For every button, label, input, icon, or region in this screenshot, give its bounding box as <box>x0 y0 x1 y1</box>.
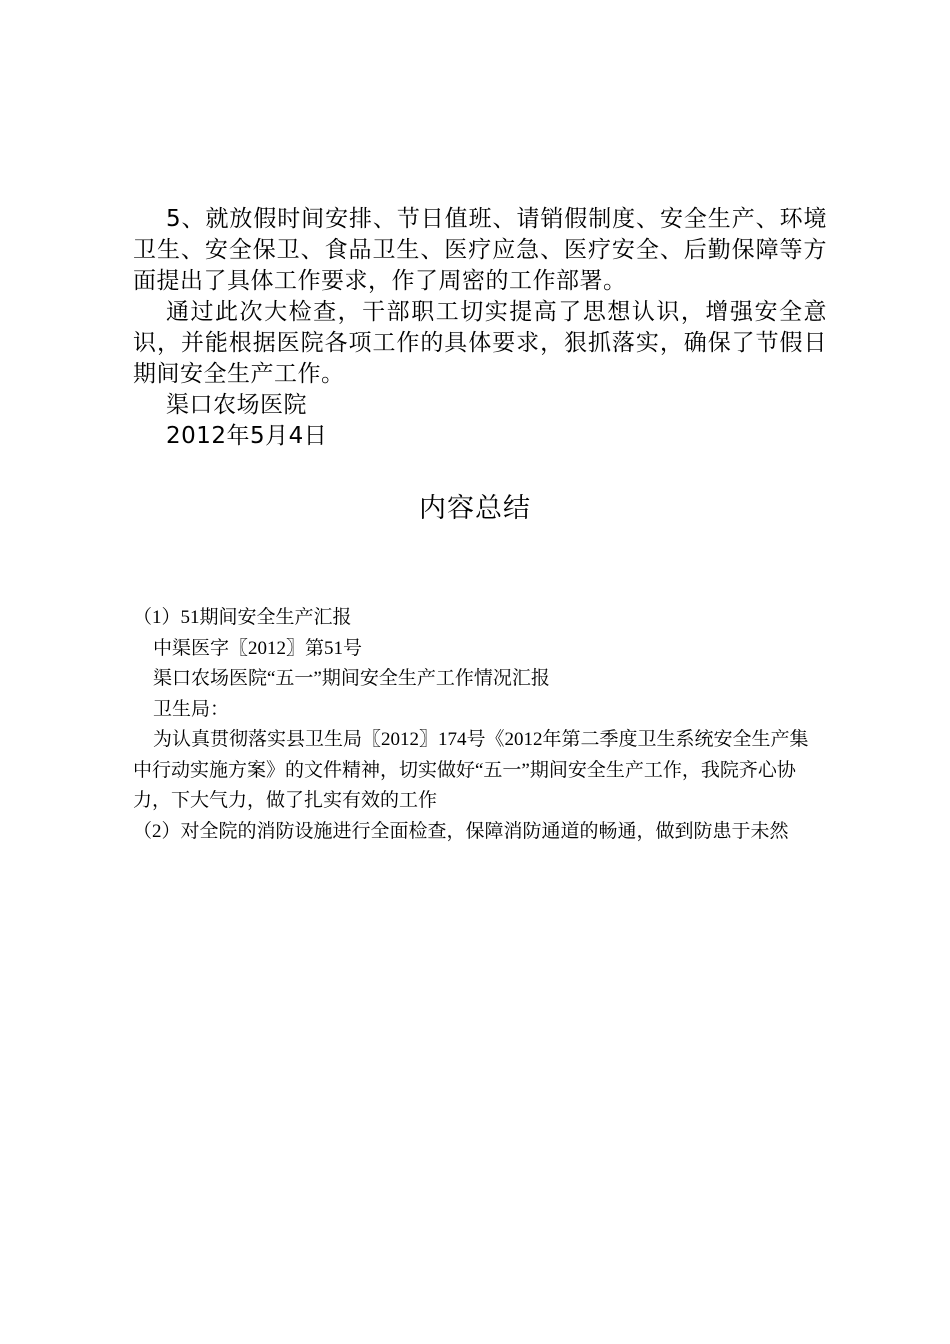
report-title: 渠口农场医院“五一”期间安全生产工作情况汇报 <box>153 668 550 689</box>
addressee: 卫生局： <box>153 698 230 720</box>
document-body <box>133 204 827 452</box>
paragraph-inspection-result: 通过此次大检查，干部职工切实提高了思想认识，增强安全意识，并能根据医院各项工作的具体要求，狠抓落实，确保了节假日期间安全生产工作。 <box>133 299 827 387</box>
summary-item-2: （2）对全院的消防设施进行全面检查，保障消防通道的畅通，做到防患于未然 <box>133 820 789 842</box>
signature-date: 2012年5月4日 <box>166 423 328 449</box>
document-number: 中渠医字〖2012〗第51号 <box>153 637 363 659</box>
summary-item-1: （1）51期间安全生产汇报 <box>133 607 352 628</box>
summary-section <box>133 603 827 847</box>
summary-paragraph: 为认真贯彻落实县卫生局〖2012〗174号《2012年第二季度卫生系统安全生产集中行动实施方案》的文件精神，切实做好“五一”期间安全生产工作，我院齐心协力，下大气力，做了扎实有效的工作 <box>133 729 809 811</box>
paragraph-work-requirements: 5、就放假时间安排、节日值班、请销假制度、安全生产、环境卫生、安全保卫、食品卫生、医疗应急、医疗安全、后勤保障等方面提出了具体工作要求，作了周密的工作部署。 <box>133 206 827 294</box>
section-title: 内容总结 <box>419 493 531 524</box>
signature-organization: 渠口农场医院 <box>166 392 307 418</box>
